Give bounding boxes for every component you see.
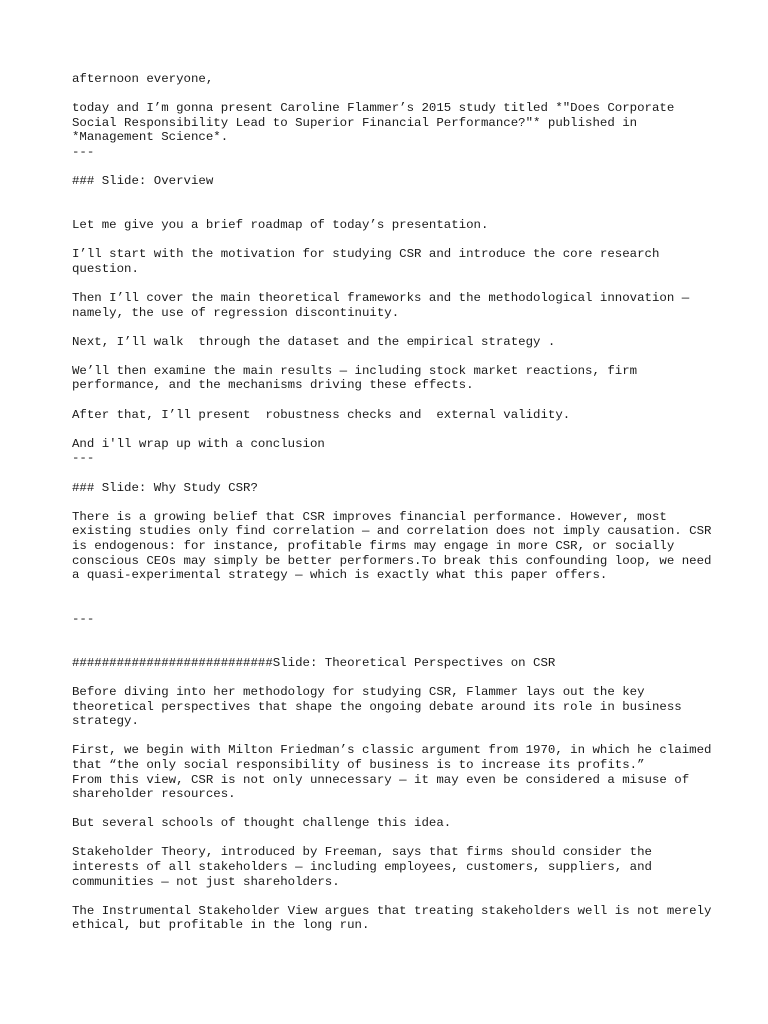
overview-paragraph: Let me give you a brief roadmap of today’s presentation. [72,217,489,232]
greeting-line: afternoon everyone, [72,72,214,86]
theory-paragraph: From this view, CSR is not only unnecessary — it may even be considered a misuse of shareholder resources. [72,772,697,802]
separator-line: --- [72,451,95,466]
theory-paragraph: But several schools of thought challenge this idea. [72,816,452,831]
overview-paragraph: Then I’ll cover the main theoretical frameworks and the methodological innovation — namely, the use of regression discontinuity. [72,290,697,320]
overview-paragraph: And i'll wrap up with a conclusion [72,436,325,451]
theory-paragraph: Before diving into her methodology for studying CSR, Flammer lays out the key theoretical perspectives that shape the ongoing debate around its role in business strategy. [72,684,690,729]
slide-heading-why-csr: ### Slide: Why Study CSR? [72,480,258,495]
overview-paragraph: We’ll then examine the main results — including stock market reactions, firm performance, and the mechanisms driving these effects. [72,363,645,393]
slide-heading-overview: ### Slide: Overview [72,174,214,189]
why-csr-paragraph: There is a growing belief that CSR improves financial performance. However, most existing studies only find correlation — and correlation does not imply causation. CSR is endogenous: for instance, profitable firms may engage in more CSR, or socially conscious CEOs may simply be better performers.To break this confounding loop, we need a quasi-experimental strategy — which is exactly what this paper offers. [72,509,719,583]
overview-paragraph: Next, I’ll walk through the dataset and the empirical strategy . [72,334,556,349]
overview-paragraph: After that, I’ll present robustness checks and external validity. [72,407,571,422]
slide-heading-theory: ###########################Slide: Theoretical Perspectives on CSR [72,655,556,670]
theory-paragraph: First, we begin with Milton Friedman’s classic argument from 1970, in which he claimed that “the only social responsibility of business is to increase its profits.” [72,743,719,772]
intro-paragraph: today and I’m gonna present Caroline Flammer’s 2015 study titled *"Does Corporate Social Responsibility Lead to Superior Financial Performance?"* published in *Management Science*. [72,101,682,145]
separator-line: --- [72,611,95,626]
overview-paragraph: I’ll start with the motivation for studying CSR and introduce the core research question. [72,247,667,276]
separator-line: --- [72,144,95,159]
document-body [72,72,719,948]
theory-paragraph: Stakeholder Theory, introduced by Freeman, says that firms should consider the interests of all stakeholders — including employees, customers, suppliers, and communities — not just shareholders. [72,845,660,889]
theory-paragraph: The Instrumental Stakeholder View argues that treating stakeholders well is not merely ethical, but profitable in the long run. [72,903,719,933]
